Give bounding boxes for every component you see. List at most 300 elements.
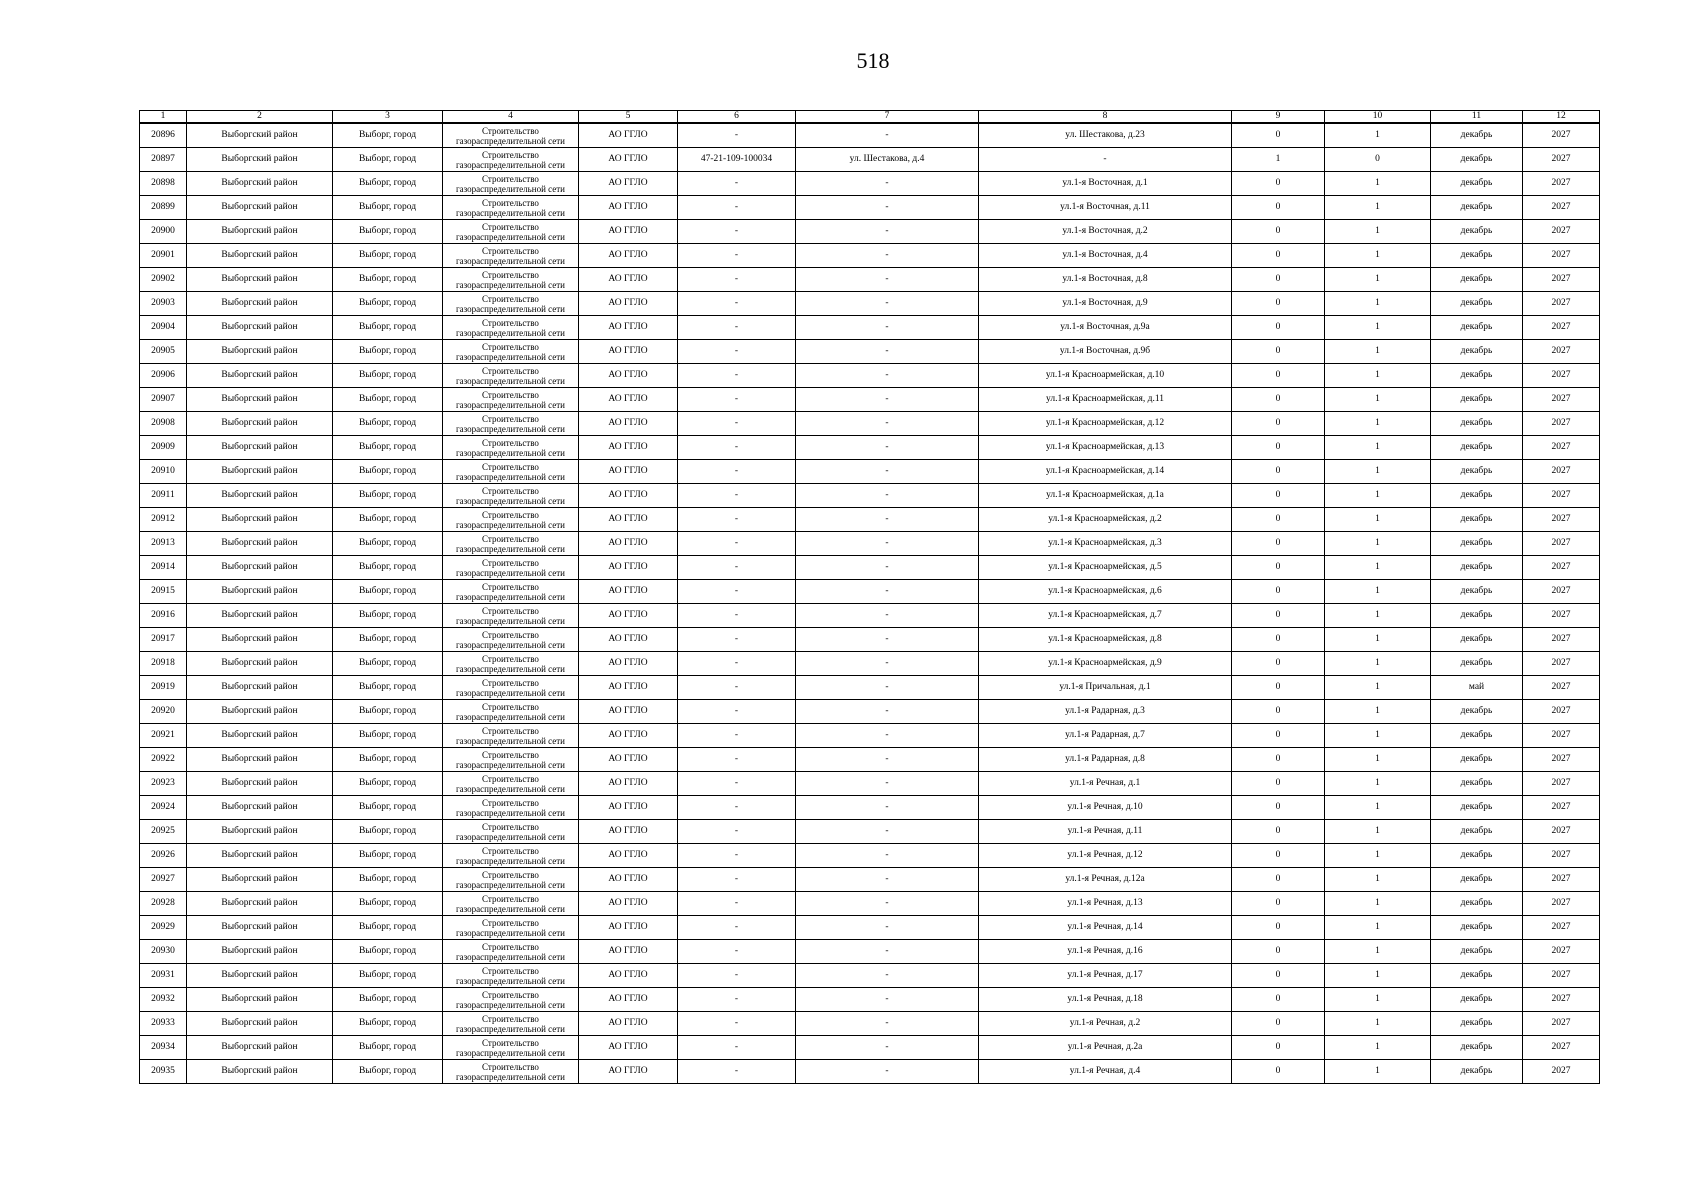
table-cell-col-5: АО ГГЛО [579,964,678,988]
table-cell-col-10: 1 [1325,484,1431,508]
table-cell-col-12: 2027 [1523,436,1600,460]
table-cell-col-9: 0 [1232,220,1325,244]
table-cell-col-6: - [678,580,796,604]
table-cell-col-7: ул. Шестакова, д.4 [796,148,979,172]
table-cell-col-8: ул.1-я Восточная, д.8 [979,268,1232,292]
table-cell-col-11: декабрь [1431,196,1523,220]
table-cell-col-7: - [796,244,979,268]
table-cell-col-10: 1 [1325,772,1431,796]
table-cell-col-11: декабрь [1431,532,1523,556]
table-cell-col-12: 2027 [1523,868,1600,892]
table-cell-col-5: АО ГГЛО [579,652,678,676]
table-row [140,916,1600,940]
table-cell-col-9: 0 [1232,652,1325,676]
table-cell-col-7: - [796,652,979,676]
table-cell-col-4: Строительство газораспределительной сети [443,580,579,604]
table-cell-col-12: 2027 [1523,532,1600,556]
table-row [140,844,1600,868]
table-cell-col-11: декабрь [1431,172,1523,196]
table-row [140,652,1600,676]
table-cell-col-5: АО ГГЛО [579,940,678,964]
table-cell-col-1: 20903 [140,292,187,316]
header-row [140,111,1600,124]
table-cell-col-1: 20898 [140,172,187,196]
column-header-1: 1 [140,111,187,124]
table-cell-col-1: 20929 [140,916,187,940]
table-cell-col-7: - [796,508,979,532]
table-cell-col-9: 0 [1232,244,1325,268]
table-cell-col-10: 1 [1325,316,1431,340]
table-cell-col-8: ул.1-я Красноармейская, д.3 [979,532,1232,556]
table-cell-col-3: Выборг, город [333,364,443,388]
table-cell-col-6: - [678,196,796,220]
table-row [140,292,1600,316]
table-cell-col-4: Строительство газораспределительной сети [443,796,579,820]
table-cell-col-8: ул.1-я Радарная, д.3 [979,700,1232,724]
table-cell-col-6: - [678,484,796,508]
table-cell-col-12: 2027 [1523,172,1600,196]
table-cell-col-9: 0 [1232,508,1325,532]
table-row [140,868,1600,892]
table-row [140,1060,1600,1084]
table-cell-col-12: 2027 [1523,364,1600,388]
table-cell-col-8: ул.1-я Речная, д.10 [979,796,1232,820]
column-header-2: 2 [187,111,333,124]
table-cell-col-12: 2027 [1523,724,1600,748]
table-cell-col-2: Выборгский район [187,268,333,292]
table-cell-col-5: АО ГГЛО [579,196,678,220]
table-cell-col-12: 2027 [1523,220,1600,244]
table-cell-col-9: 0 [1232,268,1325,292]
table-cell-col-4: Строительство газораспределительной сети [443,916,579,940]
table-cell-col-4: Строительство газораспределительной сети [443,700,579,724]
table-cell-col-4: Строительство газораспределительной сети [443,532,579,556]
column-header-6: 6 [678,111,796,124]
table-cell-col-9: 0 [1232,988,1325,1012]
table-cell-col-9: 0 [1232,892,1325,916]
table-cell-col-6: - [678,436,796,460]
table-cell-col-9: 0 [1232,748,1325,772]
table-cell-col-8: ул.1-я Восточная, д.9а [979,316,1232,340]
table-cell-col-3: Выборг, город [333,1012,443,1036]
table-cell-col-3: Выборг, город [333,340,443,364]
table-cell-col-11: декабрь [1431,556,1523,580]
table-cell-col-1: 20924 [140,796,187,820]
table-cell-col-5: АО ГГЛО [579,604,678,628]
table-cell-col-6: 47-21-109-100034 [678,148,796,172]
table-cell-col-4: Строительство газораспределительной сети [443,388,579,412]
table-cell-col-11: декабрь [1431,316,1523,340]
table-cell-col-9: 0 [1232,700,1325,724]
table-cell-col-3: Выборг, город [333,652,443,676]
column-header-5: 5 [579,111,678,124]
table-cell-col-2: Выборгский район [187,820,333,844]
table-cell-col-1: 20913 [140,532,187,556]
table-cell-col-6: - [678,220,796,244]
table-cell-col-6: - [678,292,796,316]
table-cell-col-3: Выборг, город [333,196,443,220]
column-header-8: 8 [979,111,1232,124]
table-cell-col-4: Строительство газораспределительной сети [443,340,579,364]
table-cell-col-2: Выборгский район [187,892,333,916]
table-cell-col-5: АО ГГЛО [579,388,678,412]
column-header-7: 7 [796,111,979,124]
table-cell-col-7: - [796,604,979,628]
table-cell-col-10: 1 [1325,268,1431,292]
table-cell-col-9: 0 [1232,724,1325,748]
table-row [140,1036,1600,1060]
table-cell-col-9: 0 [1232,196,1325,220]
table-row [140,700,1600,724]
table-cell-col-12: 2027 [1523,580,1600,604]
table-cell-col-9: 0 [1232,460,1325,484]
table-cell-col-8: ул.1-я Красноармейская, д.5 [979,556,1232,580]
table-cell-col-2: Выборгский район [187,580,333,604]
table-cell-col-9: 0 [1232,1036,1325,1060]
table-cell-col-4: Строительство газораспределительной сети [443,292,579,316]
table-cell-col-1: 20932 [140,988,187,1012]
table-cell-col-7: - [796,556,979,580]
table-cell-col-1: 20933 [140,1012,187,1036]
table-cell-col-3: Выборг, город [333,676,443,700]
table-cell-col-8: ул.1-я Речная, д.17 [979,964,1232,988]
table-cell-col-7: - [796,676,979,700]
table-cell-col-1: 20919 [140,676,187,700]
table-cell-col-12: 2027 [1523,316,1600,340]
table-cell-col-10: 1 [1325,244,1431,268]
table-cell-col-2: Выборгский район [187,988,333,1012]
table-cell-col-10: 1 [1325,892,1431,916]
table-cell-col-2: Выборгский район [187,1060,333,1084]
table-cell-col-11: декабрь [1431,1012,1523,1036]
table-cell-col-2: Выборгский район [187,123,333,148]
table-cell-col-8: ул.1-я Красноармейская, д.7 [979,604,1232,628]
table-cell-col-1: 20909 [140,436,187,460]
table-cell-col-1: 20931 [140,964,187,988]
table-cell-col-7: - [796,796,979,820]
table-cell-col-7: - [796,196,979,220]
table-cell-col-7: - [796,123,979,148]
table-cell-col-8: ул.1-я Речная, д.2а [979,1036,1232,1060]
table-cell-col-9: 0 [1232,340,1325,364]
page-number: 518 [856,48,890,73]
table-cell-col-3: Выборг, город [333,988,443,1012]
table-cell-col-4: Строительство газораспределительной сети [443,724,579,748]
table-cell-col-2: Выборгский район [187,388,333,412]
table-cell-col-11: декабрь [1431,388,1523,412]
table-cell-col-1: 20905 [140,340,187,364]
table-cell-col-1: 20897 [140,148,187,172]
table-cell-col-10: 0 [1325,148,1431,172]
table-cell-col-4: Строительство газораспределительной сети [443,316,579,340]
table-cell-col-12: 2027 [1523,268,1600,292]
table-cell-col-10: 1 [1325,123,1431,148]
table-cell-col-7: - [796,340,979,364]
table-cell-col-9: 0 [1232,436,1325,460]
table-cell-col-11: декабрь [1431,1036,1523,1060]
table-row [140,940,1600,964]
table-cell-col-6: - [678,1012,796,1036]
table-row [140,172,1600,196]
table-cell-col-7: - [796,436,979,460]
table-cell-col-8: ул.1-я Речная, д.13 [979,892,1232,916]
table-cell-col-11: декабрь [1431,220,1523,244]
table-cell-col-5: АО ГГЛО [579,436,678,460]
table-cell-col-11: декабрь [1431,364,1523,388]
table-cell-col-4: Строительство газораспределительной сети [443,436,579,460]
table-cell-col-5: АО ГГЛО [579,508,678,532]
table-cell-col-6: - [678,844,796,868]
table-cell-col-2: Выборгский район [187,316,333,340]
table-cell-col-5: АО ГГЛО [579,460,678,484]
table-cell-col-6: - [678,772,796,796]
table-cell-col-1: 20925 [140,820,187,844]
table-cell-col-10: 1 [1325,508,1431,532]
table-cell-col-10: 1 [1325,796,1431,820]
table-cell-col-4: Строительство газораспределительной сети [443,244,579,268]
table-cell-col-11: декабрь [1431,1060,1523,1084]
table-cell-col-10: 1 [1325,172,1431,196]
table-cell-col-6: - [678,244,796,268]
table-cell-col-6: - [678,748,796,772]
table-row [140,556,1600,580]
table-cell-col-8: ул.1-я Красноармейская, д.8 [979,628,1232,652]
table-cell-col-1: 20915 [140,580,187,604]
table-cell-col-10: 1 [1325,460,1431,484]
table-cell-col-1: 20928 [140,892,187,916]
table-cell-col-3: Выборг, город [333,388,443,412]
table-cell-col-7: - [796,364,979,388]
table-cell-col-8: ул.1-я Красноармейская, д.14 [979,460,1232,484]
table-cell-col-8: ул.1-я Красноармейская, д.13 [979,436,1232,460]
table-cell-col-5: АО ГГЛО [579,796,678,820]
table-cell-col-5: АО ГГЛО [579,700,678,724]
column-header-11: 11 [1431,111,1523,124]
table-cell-col-10: 1 [1325,868,1431,892]
table-cell-col-5: АО ГГЛО [579,820,678,844]
table-cell-col-10: 1 [1325,556,1431,580]
table-cell-col-4: Строительство газораспределительной сети [443,964,579,988]
table-cell-col-8: ул.1-я Речная, д.2 [979,1012,1232,1036]
table-row [140,388,1600,412]
table-cell-col-3: Выборг, город [333,628,443,652]
table-cell-col-4: Строительство газораспределительной сети [443,1036,579,1060]
table-cell-col-12: 2027 [1523,748,1600,772]
table-cell-col-4: Строительство газораспределительной сети [443,364,579,388]
table-cell-col-5: АО ГГЛО [579,123,678,148]
table-row [140,628,1600,652]
table-cell-col-6: - [678,1060,796,1084]
table-cell-col-4: Строительство газораспределительной сети [443,868,579,892]
table-cell-col-7: - [796,580,979,604]
table-cell-col-7: - [796,844,979,868]
table-cell-col-3: Выборг, город [333,436,443,460]
table-cell-col-4: Строительство газораспределительной сети [443,508,579,532]
table-cell-col-5: АО ГГЛО [579,868,678,892]
table-cell-col-8: ул.1-я Речная, д.4 [979,1060,1232,1084]
table-cell-col-8: ул.1-я Восточная, д.1 [979,172,1232,196]
table-row [140,892,1600,916]
table-cell-col-4: Строительство газораспределительной сети [443,676,579,700]
table-cell-col-11: декабрь [1431,123,1523,148]
table-cell-col-10: 1 [1325,940,1431,964]
column-header-3: 3 [333,111,443,124]
table-cell-col-4: Строительство газораспределительной сети [443,220,579,244]
table-cell-col-6: - [678,532,796,556]
table-cell-col-1: 20910 [140,460,187,484]
table-header [140,111,1600,124]
table-cell-col-1: 20906 [140,364,187,388]
table-cell-col-7: - [796,820,979,844]
table-cell-col-11: декабрь [1431,820,1523,844]
table-cell-col-5: АО ГГЛО [579,316,678,340]
table-row [140,436,1600,460]
table-cell-col-11: декабрь [1431,988,1523,1012]
table-cell-col-5: АО ГГЛО [579,412,678,436]
table-row [140,676,1600,700]
table-cell-col-11: декабрь [1431,604,1523,628]
table-cell-col-1: 20918 [140,652,187,676]
table-cell-col-2: Выборгский район [187,724,333,748]
column-header-9: 9 [1232,111,1325,124]
table-cell-col-5: АО ГГЛО [579,172,678,196]
table-cell-col-2: Выборгский район [187,484,333,508]
table-cell-col-1: 20927 [140,868,187,892]
table-cell-col-2: Выборгский район [187,196,333,220]
table-row [140,772,1600,796]
table-cell-col-4: Строительство газораспределительной сети [443,172,579,196]
table-cell-col-11: декабрь [1431,340,1523,364]
table-cell-col-4: Строительство газораспределительной сети [443,412,579,436]
table-cell-col-9: 0 [1232,556,1325,580]
table-cell-col-7: - [796,868,979,892]
table-cell-col-7: - [796,748,979,772]
table-cell-col-11: декабрь [1431,268,1523,292]
table-cell-col-5: АО ГГЛО [579,724,678,748]
table-cell-col-2: Выборгский район [187,508,333,532]
table-cell-col-8: ул.1-я Восточная, д.4 [979,244,1232,268]
table-row [140,484,1600,508]
table-cell-col-4: Строительство газораспределительной сети [443,148,579,172]
table-cell-col-3: Выборг, город [333,748,443,772]
table-cell-col-10: 1 [1325,436,1431,460]
table-cell-col-8: ул.1-я Радарная, д.8 [979,748,1232,772]
table-cell-col-5: АО ГГЛО [579,628,678,652]
table-cell-col-5: АО ГГЛО [579,220,678,244]
table-cell-col-10: 1 [1325,700,1431,724]
table-row [140,364,1600,388]
table-cell-col-10: 1 [1325,580,1431,604]
table-cell-col-12: 2027 [1523,1012,1600,1036]
table-cell-col-6: - [678,796,796,820]
table-cell-col-12: 2027 [1523,628,1600,652]
table-cell-col-11: декабрь [1431,700,1523,724]
table-cell-col-9: 0 [1232,316,1325,340]
table-cell-col-12: 2027 [1523,988,1600,1012]
table-cell-col-5: АО ГГЛО [579,748,678,772]
table-cell-col-6: - [678,556,796,580]
table-cell-col-10: 1 [1325,724,1431,748]
table-cell-col-6: - [678,892,796,916]
table-cell-col-3: Выборг, город [333,460,443,484]
table-cell-col-12: 2027 [1523,1060,1600,1084]
table-cell-col-5: АО ГГЛО [579,916,678,940]
table-cell-col-10: 1 [1325,364,1431,388]
table-row [140,580,1600,604]
table-cell-col-7: - [796,772,979,796]
table-cell-col-7: - [796,388,979,412]
table-cell-col-6: - [678,340,796,364]
column-header-12: 12 [1523,111,1600,124]
table-cell-col-10: 1 [1325,748,1431,772]
table-cell-col-1: 20934 [140,1036,187,1060]
table-cell-col-7: - [796,988,979,1012]
table-cell-col-2: Выборгский район [187,700,333,724]
table-cell-col-5: АО ГГЛО [579,532,678,556]
table-row [140,412,1600,436]
table-cell-col-8: ул.1-я Красноармейская, д.12 [979,412,1232,436]
table-cell-col-3: Выборг, город [333,292,443,316]
table-cell-col-12: 2027 [1523,148,1600,172]
table-cell-col-7: - [796,1060,979,1084]
table-cell-col-2: Выборгский район [187,964,333,988]
table-cell-col-5: АО ГГЛО [579,1060,678,1084]
table-cell-col-9: 0 [1232,1060,1325,1084]
table-cell-col-8: ул.1-я Причальная, д.1 [979,676,1232,700]
table-cell-col-11: декабрь [1431,628,1523,652]
table-cell-col-3: Выборг, город [333,508,443,532]
table-cell-col-12: 2027 [1523,940,1600,964]
table-cell-col-10: 1 [1325,1012,1431,1036]
table-cell-col-7: - [796,292,979,316]
table-cell-col-11: декабрь [1431,796,1523,820]
table-cell-col-6: - [678,940,796,964]
table-cell-col-7: - [796,460,979,484]
table-cell-col-10: 1 [1325,820,1431,844]
table-cell-col-4: Строительство газораспределительной сети [443,484,579,508]
table-cell-col-3: Выборг, город [333,123,443,148]
table-cell-col-3: Выборг, город [333,244,443,268]
table-cell-col-7: - [796,1012,979,1036]
table-cell-col-6: - [678,700,796,724]
table-row [140,244,1600,268]
table-row [140,796,1600,820]
table-cell-col-8: ул.1-я Красноармейская, д.2 [979,508,1232,532]
table-cell-col-9: 0 [1232,844,1325,868]
table-cell-col-7: - [796,940,979,964]
table-cell-col-4: Строительство газораспределительной сети [443,988,579,1012]
table-cell-col-2: Выборгский район [187,364,333,388]
table-row [140,988,1600,1012]
table-cell-col-8: ул.1-я Речная, д.18 [979,988,1232,1012]
table-cell-col-3: Выборг, город [333,916,443,940]
table-cell-col-8: ул.1-я Речная, д.12 [979,844,1232,868]
table-cell-col-1: 20922 [140,748,187,772]
column-header-4: 4 [443,111,579,124]
table-cell-col-12: 2027 [1523,123,1600,148]
table-cell-col-11: декабрь [1431,244,1523,268]
table-row [140,1012,1600,1036]
table-cell-col-3: Выборг, город [333,772,443,796]
table-cell-col-8: ул.1-я Восточная, д.2 [979,220,1232,244]
table-cell-col-7: - [796,892,979,916]
table-cell-col-8: ул. Шестакова, д.23 [979,123,1232,148]
table-cell-col-7: - [796,220,979,244]
table-cell-col-8: ул.1-я Восточная, д.11 [979,196,1232,220]
table-cell-col-10: 1 [1325,1036,1431,1060]
table-cell-col-3: Выборг, город [333,484,443,508]
table-cell-col-1: 20917 [140,628,187,652]
